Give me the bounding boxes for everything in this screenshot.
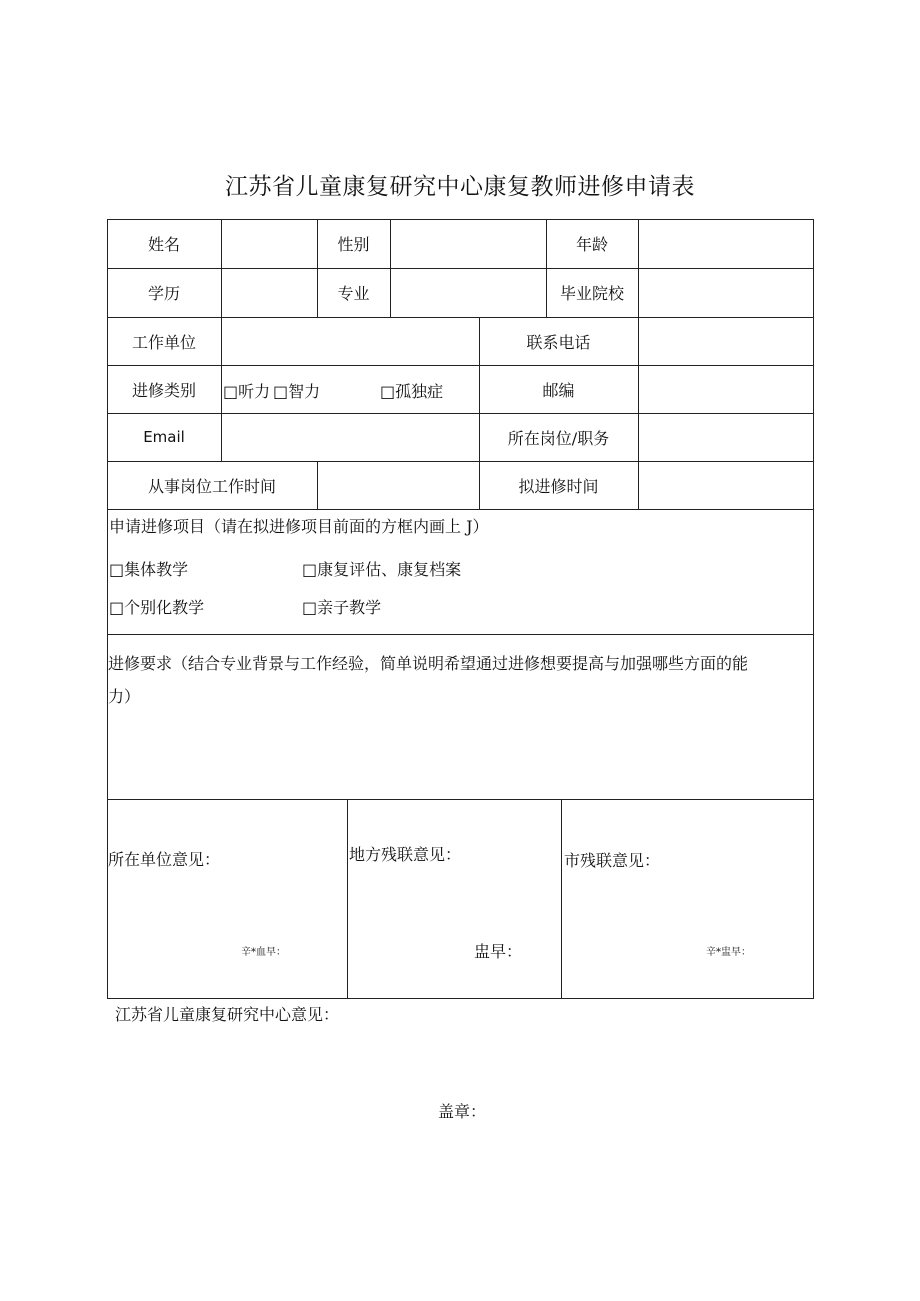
position-field[interactable]: [639, 414, 812, 460]
planned-time-field[interactable]: [639, 462, 812, 508]
requirements-text-line1: 进修要求（结合专业背景与工作经验，简单说明希望通过进修想要提高与加强哪些方面的能: [108, 654, 749, 673]
major-field[interactable]: [391, 269, 545, 316]
requirements-field[interactable]: [108, 712, 812, 798]
work-time-field[interactable]: [318, 462, 478, 508]
label-gender: 性别: [337, 235, 370, 254]
unit-opinion-label: 所在单位意见：: [108, 850, 221, 869]
center-opinion-label: 江苏省儿童康复研究中心意见：: [115, 1005, 340, 1024]
school-field[interactable]: [639, 269, 812, 316]
unit-seal-label: 辛*血早：: [241, 947, 286, 958]
requirements-text-line2: 力）: [108, 687, 141, 706]
label-name: 姓名: [147, 235, 180, 254]
label-position: 所在岗位/职务: [507, 428, 610, 448]
checkbox-intellect[interactable]: □智力: [273, 382, 321, 401]
city-seal-label: 辛*盅早：: [706, 947, 751, 958]
label-planned-time: 拟进修时间: [518, 476, 599, 496]
checkbox-assessment[interactable]: □康复评估、康复档案: [302, 560, 462, 579]
label-email: Email: [143, 428, 185, 446]
label-work-time: 从事岗位工作时间: [147, 476, 276, 496]
education-field[interactable]: [222, 269, 316, 316]
label-study-type: 进修类别: [131, 380, 196, 400]
local-opinion-label: 地方残联意见：: [349, 845, 462, 864]
city-opinion-label: 市残联意见：: [564, 851, 661, 870]
label-school: 毕业院校: [559, 284, 624, 303]
form-title: 江苏省儿童康复研究中心康复教师进修申请表: [225, 174, 695, 200]
label-postcode: 邮编: [542, 380, 575, 400]
label-phone: 联系电话: [526, 332, 591, 352]
local-seal-label: 盅早：: [474, 942, 523, 961]
work-unit-field[interactable]: [222, 318, 478, 364]
age-field[interactable]: [639, 220, 812, 267]
checkbox-autism[interactable]: □孤独症: [380, 382, 444, 401]
center-seal-label: 盖章：: [438, 1102, 487, 1121]
checkbox-individual-teaching[interactable]: □个别化教学: [109, 598, 205, 617]
postcode-field[interactable]: [639, 366, 812, 412]
label-education: 学历: [147, 284, 180, 303]
label-major: 专业: [337, 284, 370, 303]
checkbox-hearing[interactable]: □听力: [223, 382, 271, 401]
checkbox-parent-child[interactable]: □亲子教学: [302, 598, 382, 617]
label-age: 年龄: [575, 235, 608, 254]
checkbox-collective-teaching[interactable]: □集体教学: [109, 560, 189, 579]
projects-heading: 申请进修项目（请在拟进修项目前面的方框内画上 J）: [109, 517, 489, 536]
label-work-unit: 工作单位: [131, 332, 196, 352]
gender-field[interactable]: [391, 220, 545, 267]
name-field[interactable]: [222, 220, 316, 267]
email-field[interactable]: [222, 414, 478, 460]
phone-field[interactable]: [639, 318, 812, 364]
